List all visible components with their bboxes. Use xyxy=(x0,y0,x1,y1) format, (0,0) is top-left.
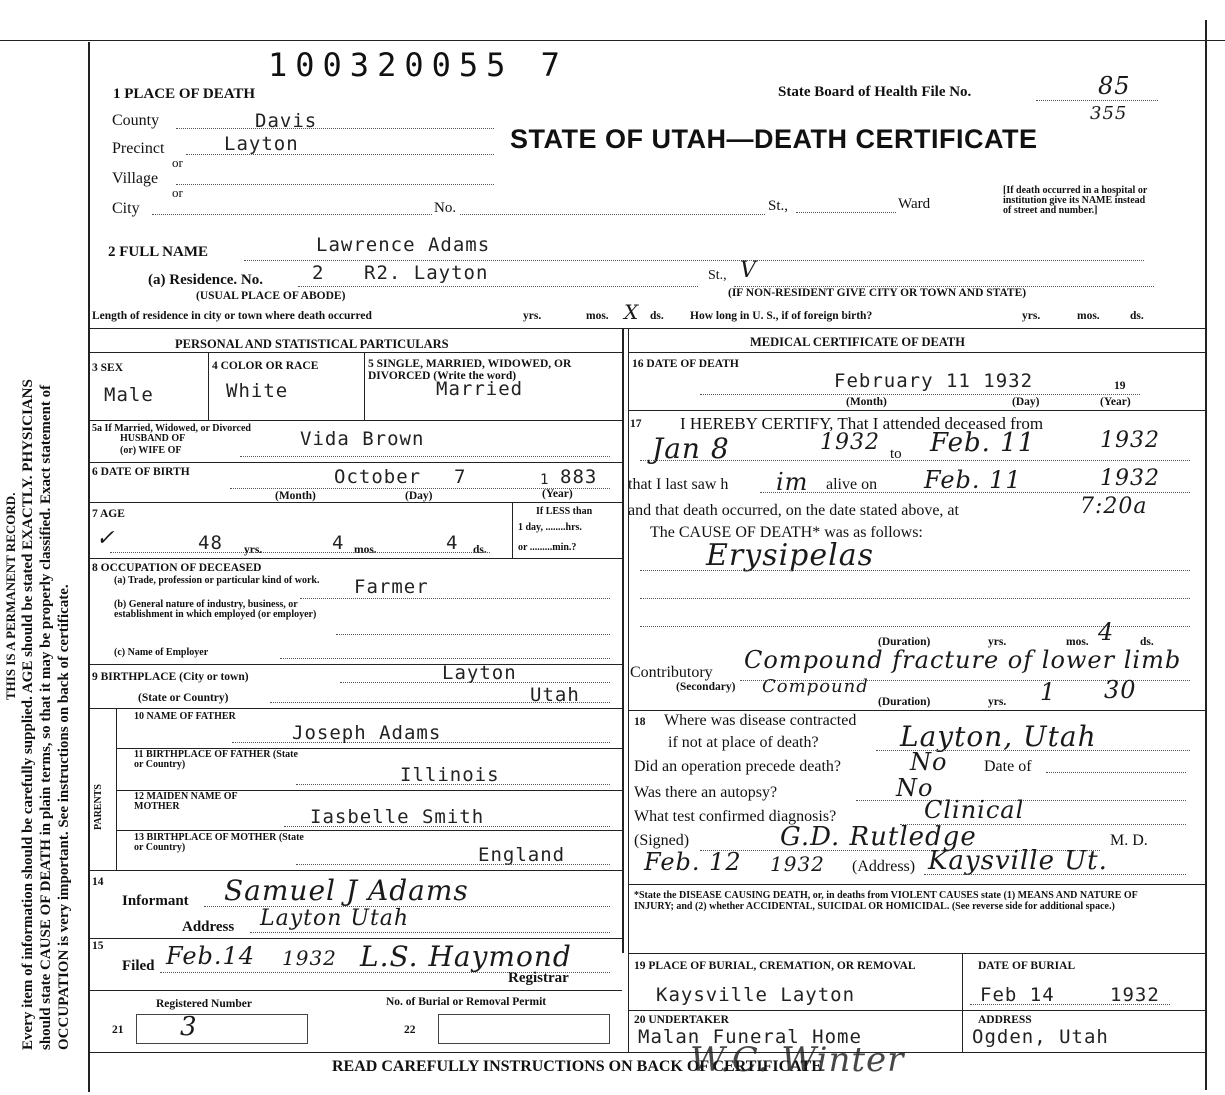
attended-to-label: to xyxy=(890,446,902,462)
dob-month-caption: (Month) xyxy=(275,490,316,502)
filed-date: Feb.14 xyxy=(166,942,256,970)
county-label: County xyxy=(112,112,160,129)
spouse-value: Vida Brown xyxy=(300,428,425,450)
father-value: Joseph Adams xyxy=(292,722,442,744)
spouse-label-3: (or) WIFE OF xyxy=(120,445,182,456)
duration-label: (Duration) xyxy=(878,636,931,648)
certify-number: 17 xyxy=(630,418,642,430)
dod-month-caption: (Month) xyxy=(846,396,887,408)
duration2-label: (Duration) xyxy=(878,696,931,708)
where-contracted-label-2: if not at place of death? xyxy=(668,734,819,751)
age-ds-caption: ds. xyxy=(473,544,487,556)
no-label: No. xyxy=(434,200,457,216)
marital-status-value: Married xyxy=(436,378,524,400)
certificate-title: STATE OF UTAH—DEATH CERTIFICATE xyxy=(510,124,1038,154)
registered-number-label: Registered Number xyxy=(156,998,252,1010)
age-yrs-caption: yrs. xyxy=(244,544,263,556)
age-years: 48 xyxy=(198,532,223,554)
informant-number: 14 xyxy=(92,876,104,888)
signed-year: 1932 xyxy=(770,852,825,876)
date-of-death-label: 16 DATE OF DEATH xyxy=(632,358,739,370)
usual-place-caption: (USUAL PLACE OF ABODE) xyxy=(196,290,346,302)
informant-label: Informant xyxy=(122,893,189,909)
color-race-value: White xyxy=(226,380,289,402)
undertaker-address-label: ADDRESS xyxy=(978,1014,1032,1026)
mother-birthplace-value: England xyxy=(478,844,566,866)
sex-label: 3 SEX xyxy=(92,362,123,374)
dob-year-caption: (Year) xyxy=(542,488,573,500)
how-long-us-label: How long in U. S., if of foreign birth? xyxy=(690,310,873,322)
dob-day: 7 xyxy=(454,466,467,488)
burial-year: 1932 xyxy=(1110,984,1160,1006)
where-contracted-label: Where was disease contracted xyxy=(664,712,857,729)
hospital-note: [If death occurred in a hospital or institution give its NAME instead of street and number.] xyxy=(1003,185,1148,216)
full-name-value: Lawrence Adams xyxy=(316,234,491,256)
registered-number-box xyxy=(136,1014,308,1044)
less-than-2: 1 day, ........hrs. xyxy=(518,522,582,533)
registrar-label: Registrar xyxy=(508,970,569,986)
spouse-label-2: HUSBAND OF xyxy=(120,433,186,444)
ward-label: Ward xyxy=(898,196,931,212)
us-yrs: yrs. xyxy=(1022,310,1041,322)
age-days: 4 xyxy=(446,532,459,554)
personal-heading: PERSONAL AND STATISTICAL PARTICULARS xyxy=(175,337,449,351)
burial-permit-no: 22 xyxy=(404,1024,416,1036)
burial-permit-box xyxy=(438,1014,610,1044)
permanent-record-note: THIS IS A PERMANENT RECORD. xyxy=(3,492,18,700)
duration2-ds-value: 30 xyxy=(1104,676,1137,704)
filed-number: 15 xyxy=(92,940,104,952)
mother-value: Iasbelle Smith xyxy=(310,806,485,828)
age-mos-caption: mos. xyxy=(354,544,377,556)
attended-to-year: 1932 xyxy=(1100,428,1160,453)
dod-day-caption: (Day) xyxy=(1012,396,1040,408)
filed-label: Filed xyxy=(122,958,155,974)
occupation-label: 8 OCCUPATION OF DECEASED xyxy=(92,562,262,574)
full-name-label: 2 FULL NAME xyxy=(108,244,209,260)
dob-label: 6 DATE OF BIRTH xyxy=(92,466,190,478)
county-value: Davis xyxy=(255,110,318,132)
birthplace-state-caption: (State or Country) xyxy=(138,692,229,704)
board-file-label: State Board of Health File No. xyxy=(778,84,972,100)
st-label: St., xyxy=(768,198,789,214)
undertaker-value: Malan Funeral Home xyxy=(638,1026,862,1048)
autopsy-label: Was there an autopsy? xyxy=(634,784,778,801)
city-label: City xyxy=(112,200,140,217)
filed-year: 1932 xyxy=(282,946,337,970)
duration2-yrs-value: 1 xyxy=(1040,678,1057,706)
father-birthplace-value: Illinois xyxy=(400,764,500,786)
burial-permit-label: No. of Burial or Removal Permit xyxy=(386,996,547,1008)
where-number: 18 xyxy=(634,716,646,728)
top-border xyxy=(0,40,1225,41)
occupation-value: Farmer xyxy=(354,576,429,598)
physician-signature: G.D. Rutledge xyxy=(780,822,977,852)
length-mos-value: X xyxy=(624,300,640,324)
secondary-caption: (Secondary) xyxy=(676,681,736,693)
us-mos: mos. xyxy=(1077,310,1100,322)
father-label: 10 NAME OF FATHER xyxy=(134,711,236,722)
medical-heading: MEDICAL CERTIFICATE OF DEATH xyxy=(750,335,965,349)
less-than-3: or .........min.? xyxy=(518,542,577,553)
footer-signature: W.C. Winter xyxy=(690,1040,905,1080)
informant-address-label: Address xyxy=(182,919,235,935)
duration-mos: mos. xyxy=(1066,636,1089,648)
attended-from-date: Jan 8 xyxy=(652,432,730,465)
undertaker-address-value: Ogden, Utah xyxy=(972,1026,1109,1048)
last-saw-label: that I last saw h xyxy=(628,476,729,493)
registrar-signature: L.S. Haymond xyxy=(360,940,572,973)
birthplace-state: Utah xyxy=(530,684,580,706)
duration-mos-value: 4 xyxy=(1098,618,1115,646)
alive-on-label: alive on xyxy=(826,476,878,493)
alive-year: 1932 xyxy=(1100,466,1160,491)
duration-yrs: yrs. xyxy=(988,636,1007,648)
informant-address-value: Layton Utah xyxy=(260,906,410,931)
occupation-c: (c) Name of Employer xyxy=(114,647,209,658)
duration2-yrs: yrs. xyxy=(988,696,1007,708)
residence-no: 2 xyxy=(312,262,325,284)
or-label-2: or xyxy=(172,185,183,200)
board-file-value: 85 xyxy=(1098,72,1131,100)
age-months: 4 xyxy=(332,532,345,554)
occupation-b: (b) General nature of industry, business, or establishment in which employed (or employer) xyxy=(114,599,317,620)
signed-date: Feb. 12 xyxy=(644,848,742,876)
registered-number-no: 21 xyxy=(112,1024,124,1036)
us-ds: ds. xyxy=(1130,310,1144,322)
margin-instructions-3: OCCUPATION is very important. See instructions on back of certificate. xyxy=(56,584,72,1050)
cause-footnote: *State the DISEASE CAUSING DEATH, or, in deaths from VIOLENT CAUSES state (1) MEANS AND NATURE OF INJURY; and (2) whether ACCIDENTAL, SUICIDAL OR HOMICIDAL. (See reverse side for additional space.) xyxy=(634,890,1138,912)
burial-date-value: Feb 14 xyxy=(980,984,1055,1006)
dob-month: October xyxy=(334,466,422,488)
alive-date: Feb. 11 xyxy=(924,466,1022,494)
right-border xyxy=(1205,20,1207,1090)
precinct-label: Precinct xyxy=(112,140,165,157)
non-resident-caption: (IF NON-RESIDENT GIVE CITY OR TOWN AND STATE) xyxy=(728,287,1027,299)
dob-year: 883 xyxy=(560,466,598,488)
operation-value: No xyxy=(910,748,948,776)
cause-of-death-value: Erysipelas xyxy=(706,538,875,573)
margin-instructions-1: Every item of information should be carefully supplied. AGE should be stated EXACTLY. PHYSICIANS xyxy=(20,379,36,1050)
dod-19: 19 xyxy=(1114,380,1126,392)
color-race-label: 4 COLOR OR RACE xyxy=(212,360,319,372)
birthplace-label: 9 BIRTHPLACE (City or town) xyxy=(92,671,249,683)
occupation-a: (a) Trade, profession or particular kind of work. xyxy=(114,575,320,586)
residence-st-value: V xyxy=(740,258,757,283)
length-ds: ds. xyxy=(650,310,664,322)
signed-label: (Signed) xyxy=(634,832,690,849)
operation-label: Did an operation precede death? xyxy=(634,758,842,775)
file-stamp-number: 100320055 7 xyxy=(268,46,568,84)
margin-instructions-2: should state CAUSE OF DEATH in plain terms, so that it may be properly classified. Exact statement of xyxy=(38,384,54,1050)
dob-year-prefix: 1 xyxy=(540,472,550,488)
place-of-death-heading: 1 PLACE OF DEATH xyxy=(113,86,256,102)
informant-value: Samuel J Adams xyxy=(224,874,469,907)
cause-of-death-label: The CAUSE OF DEATH* was as follows: xyxy=(650,524,923,541)
precinct-value: Layton xyxy=(224,133,299,155)
length-yrs: yrs. xyxy=(523,310,542,322)
attended-to-date: Feb. 11 xyxy=(930,428,1036,458)
length-mos: mos. xyxy=(586,310,609,322)
age-label: 7 AGE xyxy=(92,508,125,520)
dod-year-caption: (Year) xyxy=(1100,396,1131,408)
contributory-value-2: Compound xyxy=(762,676,869,697)
less-than-1: If LESS than xyxy=(536,506,593,517)
undertaker-label: 20 UNDERTAKER xyxy=(634,1014,729,1026)
physician-address-value: Kaysville Ut. xyxy=(928,846,1108,876)
marital-status-label: 5 SINGLE, MARRIED, WIDOWED, OR DIVORCED (Write the word) xyxy=(368,358,572,382)
time-of-death: 7:20a xyxy=(1080,494,1148,519)
father-birthplace-label: 11 BIRTHPLACE OF FATHER (State or Country) xyxy=(134,749,298,770)
duration-ds: ds. xyxy=(1140,636,1154,648)
length-residence-label: Length of residence in city or town where death occurred xyxy=(92,310,372,322)
date-of-label: Date of xyxy=(984,758,1032,775)
where-contracted-value: Layton, Utah xyxy=(900,720,1097,753)
mother-label: 12 MAIDEN NAME OF MOTHER xyxy=(134,791,238,812)
residence-value: R2. Layton xyxy=(364,262,489,284)
last-saw-value: im xyxy=(776,468,809,496)
or-label-1: or xyxy=(172,155,183,170)
registered-number-value: 3 xyxy=(180,1012,198,1042)
spouse-label-1: 5a If Married, Widowed, or Divorced xyxy=(92,423,251,434)
birthplace-city: Layton xyxy=(442,662,517,684)
village-label: Village xyxy=(112,170,159,187)
md-label: M. D. xyxy=(1110,832,1148,849)
left-border xyxy=(88,42,90,1092)
death-occurred-label: and that death occurred, on the date stated above, at xyxy=(628,502,959,519)
burial-place-label: 19 PLACE OF BURIAL, CREMATION, OR REMOVAL xyxy=(634,960,916,972)
contributory-value: Compound fracture of lower limb xyxy=(744,646,1182,674)
test-confirmed-value: Clinical xyxy=(924,796,1025,824)
certify-text: I HEREBY CERTIFY, That I attended deceased from xyxy=(680,414,1044,433)
footer-instructions: READ CAREFULLY INSTRUCTIONS ON BACK OF CERTIFICATE xyxy=(332,1058,822,1075)
residence-label: (a) Residence. No. xyxy=(148,272,263,288)
burial-date-label: DATE OF BURIAL xyxy=(978,960,1076,972)
parents-label: PARENTS xyxy=(93,784,104,830)
autopsy-value: No xyxy=(896,774,934,802)
contributory-label: Contributory xyxy=(630,664,713,681)
physician-address-label: (Address) xyxy=(852,858,916,875)
test-confirmed-label: What test confirmed diagnosis? xyxy=(634,808,837,825)
age-check: ✓ xyxy=(96,526,116,551)
burial-place-value: Kaysville Layton xyxy=(656,984,856,1006)
residence-st-label: St., xyxy=(708,268,727,283)
attended-from-year: 1932 xyxy=(820,430,880,455)
mother-birthplace-label: 13 BIRTHPLACE OF MOTHER (State or Country) xyxy=(134,832,304,853)
dob-day-caption: (Day) xyxy=(405,490,433,502)
board-file-extra: 355 xyxy=(1090,103,1128,124)
date-of-death-value: February 11 1932 xyxy=(834,370,1034,392)
sex-value: Male xyxy=(104,384,154,406)
